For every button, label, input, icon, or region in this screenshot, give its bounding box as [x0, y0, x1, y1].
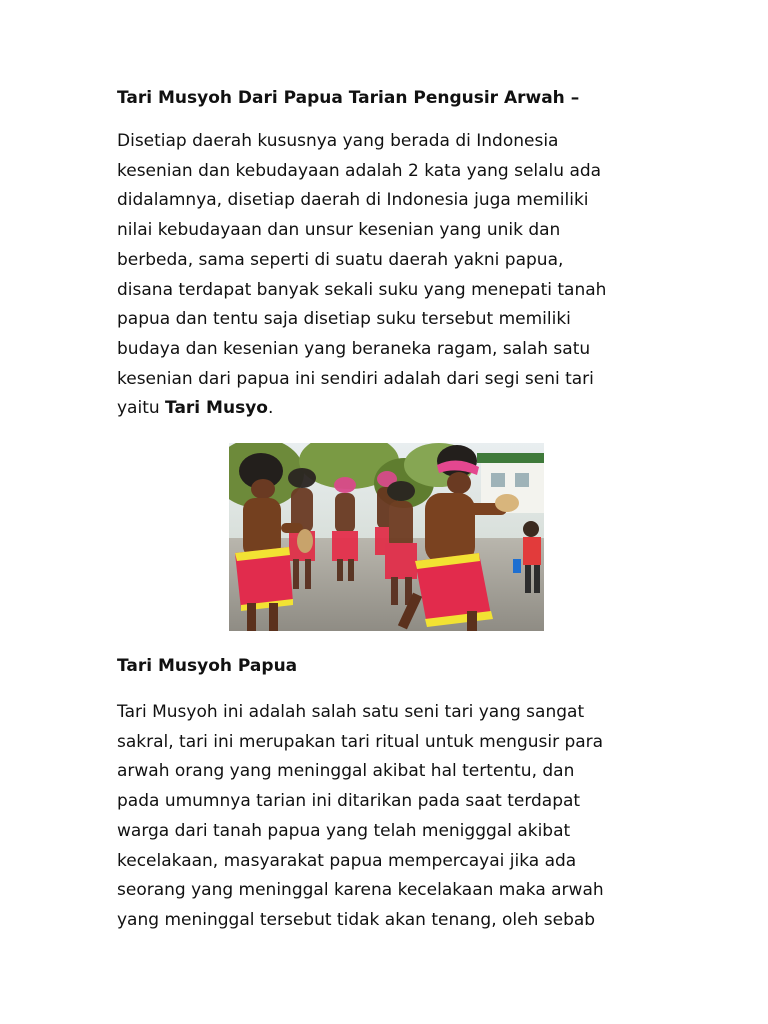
paragraph-last-line: [117, 394, 657, 424]
last-line-prefix: yaitu: [117, 398, 166, 419]
article-title: Tari Musyoh Dari Papua Tarian Pengusir Arwah –: [117, 88, 580, 108]
paragraph-line: sakral, tari ini merupakan tari ritual untuk mengusir para: [117, 731, 604, 752]
paragraph-line: seorang yang meninggal karena kecelakaan maka arwah: [117, 880, 604, 901]
last-line-suffix: .: [267, 398, 274, 419]
paragraph-line: warga dari tanah papua yang telah menigggal akibat: [117, 820, 571, 841]
paragraph-line: papua dan tentu saja disetiap suku tersebut memiliki: [117, 309, 571, 330]
section-heading: Tari Musyoh Papua: [117, 656, 298, 676]
paragraph-line: kecelakaan, masyarakat papua mempercayai jika ada: [117, 850, 577, 871]
body-paragraph: [117, 698, 657, 936]
paragraph-line: berbeda, sama seperti di suatu daerah yakni papua,: [117, 249, 564, 270]
paragraph-line: yang meninggal tersebut tidak akan tenang, oleh sebab: [117, 909, 596, 930]
paragraph-line: arwah orang yang meninggal akibat hal tertentu, dan: [117, 761, 575, 782]
paragraph-line: Disetiap daerah kususnya yang berada di Indonesia: [117, 131, 559, 151]
paragraph-line: kesenian dari papua ini sendiri adalah dari segi seni tari: [117, 368, 594, 389]
paragraph-line: budaya dan kesenian yang beraneka ragam, salah satu: [117, 338, 591, 359]
paragraph-line: disana terdapat banyak sekali suku yang menepati tanah: [117, 279, 607, 300]
paragraph-line: pada umumnya tarian ini ditarikan pada saat terdapat: [117, 791, 581, 812]
paragraph-line: nilai kebudayaan dan unsur kesenian yang unik dan: [117, 220, 561, 241]
dance-name-bold: Tari Musyo: [165, 398, 268, 419]
paragraph-line: didalamnya, disetiap daerah di Indonesia juga memiliki: [117, 190, 589, 211]
intro-paragraph: [117, 127, 657, 424]
paragraph-line: kesenian dan kebudayaan adalah 2 kata yang selalu ada: [117, 160, 602, 181]
paragraph-line: Tari Musyoh ini adalah salah satu seni tari yang sangat: [117, 702, 585, 722]
dancers-photo: [229, 443, 544, 631]
